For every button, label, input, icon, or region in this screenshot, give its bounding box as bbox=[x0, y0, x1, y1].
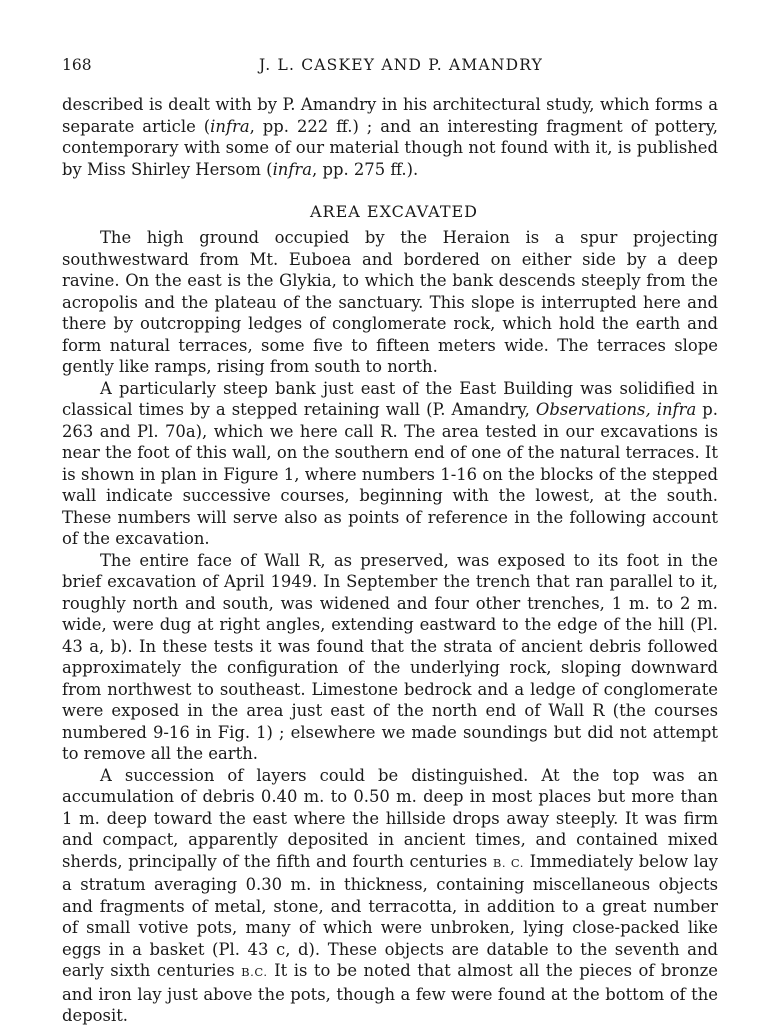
paragraph-2 bbox=[62, 378, 718, 550]
intro-text-3: , pp. 275 ff.). bbox=[312, 159, 419, 179]
intro-ref-2: infra bbox=[272, 159, 313, 179]
document-page bbox=[62, 56, 718, 1027]
page-number: 168 bbox=[62, 56, 92, 74]
p2-italic-ref: Observations, infra bbox=[535, 400, 697, 419]
intro-text-1: described is dealt with by P. Amandry in his architectural study, which forms a separate article ( bbox=[62, 95, 718, 136]
p4-text-2: Immediately below lay a stratum averaging 0.30 m. in thickness, containing miscellaneous objects and fragments of metal, stone, and terracotta, in addition to a great number of small votive pots, many of which were unbroken, lying close-packed like eggs in a basket (Pl. 43 c, d). These objects are datable to the seventh and early sixth centuries bbox=[62, 851, 718, 980]
p4-text-3: It is to be noted that almost all the pieces of bronze and iron lay just above the pots, though a few were found at the bottom of the deposit. bbox=[62, 961, 719, 1025]
section-heading: AREA EXCAVATED bbox=[309, 202, 479, 221]
paragraph-3: The entire face of Wall R, as preserved, was exposed to its foot in the brief excavation of April 1949. In September the trench that ran parallel to it, roughly north and south, was widened and four other trenches, 1 m. to 2 m. wide, were dug at right angles, extending eastward to the edge of the hill (Pl. 43 a, b). In these tests it was found that the strata of ancient debris followed approximately the configuration of the underlying rock, sloping downward from northwest to southeast. Limestone bedrock and a ledge of conglomerate were exposed in the area just east of the north end of Wall R (the courses numbered 9-16 in Fig. 1) ; elsewhere we made soundings but did not attempt to remove all the earth. bbox=[62, 550, 718, 763]
paragraph-1: The high ground occupied by the Heraion is a spur projecting southwestward from Mt. Euboea and bordered on either side by a deep ravine. On the east is the Glykia, to which the bank descends steeply from the acropolis and the plateau of the sanctuary. This slope is interrupted here and there by outcropping ledges of conglomerate rock, which hold the earth and form natural terraces, some five to fifteen meters wide. The terraces slope gently like ramps, rising from south to north. bbox=[62, 228, 718, 376]
intro-ref-1: infra bbox=[210, 116, 250, 136]
intro-text-2: , pp. 222 ff.) ; and an interesting fragment of pottery, contemporary with some of our material though not found with it, is published by Miss Shirley Hersom ( bbox=[62, 116, 718, 179]
p2-text-1: A particularly steep bank just east of the East Building was solidified in classical times by a stepped retaining wall (P. Amandry, bbox=[62, 378, 718, 419]
p2-text-2: p. 263 and Pl. 70a), which we here call R. The area tested in our excavations is near the foot of this wall, on the southern end of one of the natural terraces. It is shown in plan in Figure 1, where numbers 1-16 on the blocks of the stepped wall indicate successive courses, beginning with the lowest, at the south. These numbers will serve also as points of reference in the following account of the excavation. bbox=[62, 400, 718, 548]
p4-era-1: B. C. bbox=[492, 855, 525, 870]
paragraph-4 bbox=[62, 765, 718, 1027]
running-header bbox=[62, 56, 718, 80]
intro-paragraph bbox=[62, 94, 718, 180]
running-title: J. L. CASKEY AND P. AMANDRY bbox=[259, 56, 544, 74]
p4-text-1: A succession of layers could be distinguished. At the top was an accumulation of debris 0.40 m. to 0.50 m. deep in most places but more than 1 m. deep toward the east where the hillside drops away steeply. It was firm and compact, apparently deposited in ancient times, and contained mixed sherds, principally of the fifth and fourth centuries bbox=[62, 765, 718, 871]
p4-era-2: B.C. bbox=[241, 965, 268, 979]
